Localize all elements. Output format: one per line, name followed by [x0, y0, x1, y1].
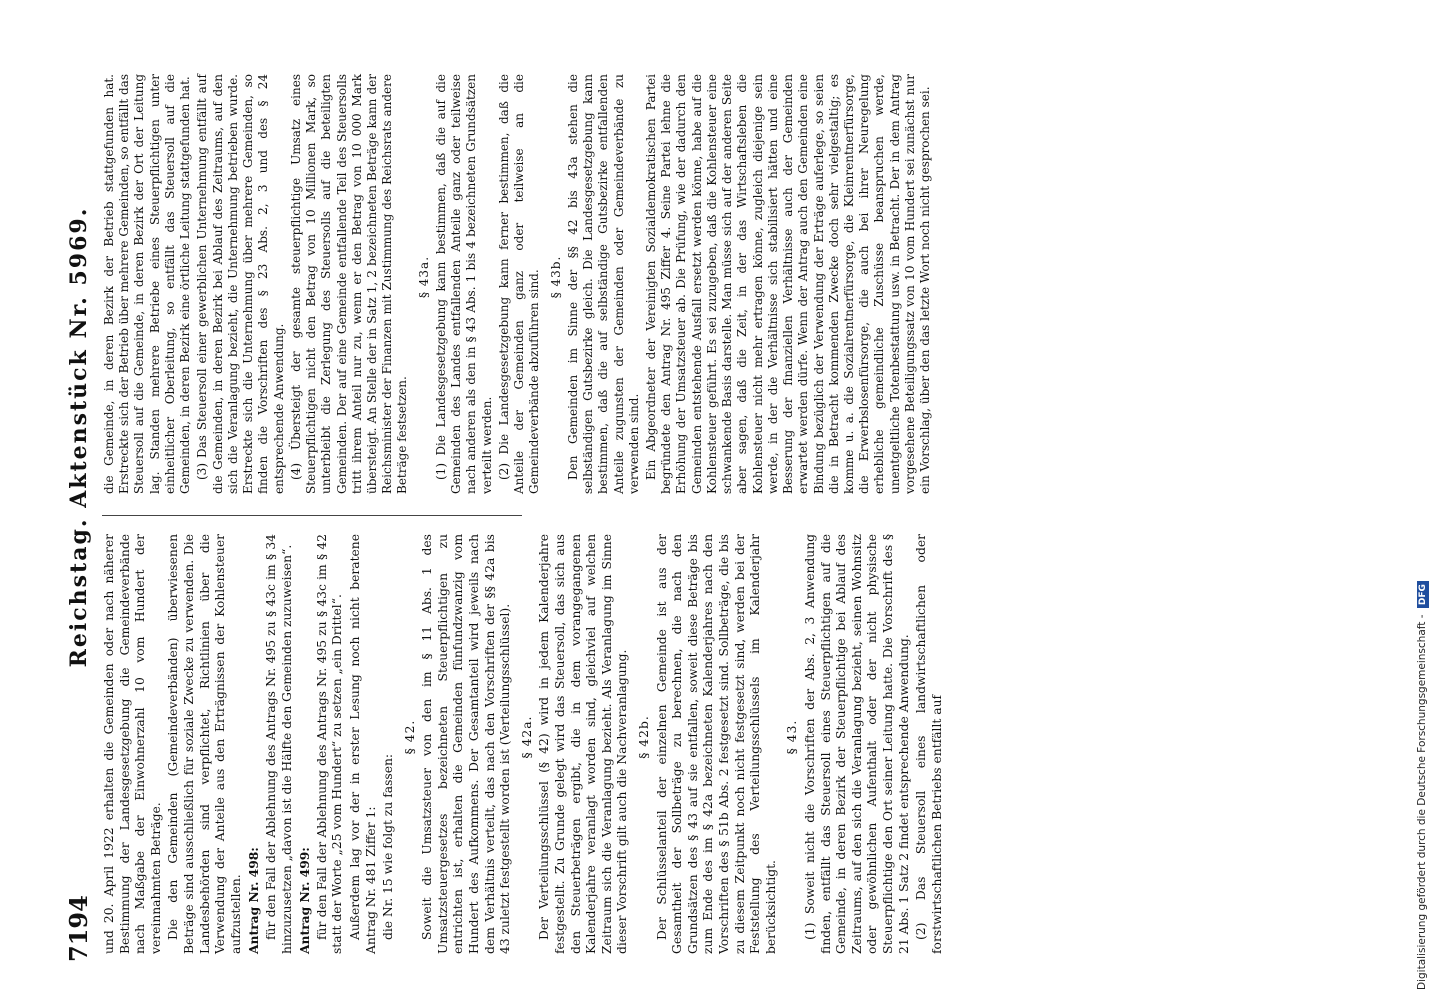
- right-column: [102, 74, 935, 494]
- document-page: [60, 62, 1400, 962]
- page-header: [60, 62, 94, 962]
- paragraph: Antrag Nr. 498:: [246, 847, 262, 954]
- digitization-note-text: Digitalisierung gefördert durch die Deutsche Forschungsgemeinschaft -: [1416, 614, 1428, 990]
- paragraph: die Gemeinde, in deren Bezirk der Betrieb stattgefunden hat. Erstreckte sich der Betrieb über mehrere Gemeinden, so entfällt das Steuersoll auf die Gemeinde, in deren Bezirk der Ort der Leitung lag. Standen mehrere Betriebe eines Steuerpflichtigen unter einheitlicher Oberleitung, so entfällt das Steuersoll auf die Gemeinden, in deren Bezirk eine örtliche Leitung stattgefunden hat.: [102, 74, 193, 494]
- paragraph: Ein Abgeordneter der Vereinigten Sozialdemokratischen Partei begründete den Antrag Nr. 495 Ziffer 4. Seine Partei lehne die Erhöhung der Umsatzsteuer ab. Die Prüfung, wie der dadurch den Gemeinden entstehende Ausfall ersetzt werden könne, habe auf die Kohlensteuer geführt. Es sei zuzugeben, daß die Kohlensteuer eine schwankende Basis darstelle. Man müsse sich auf der anderen Seite aber sagen, daß die Zeit, in der das Wirtschaftsleben die Kohlensteuer nicht mehr ertragen könne, zugleich diejenige sein werde, in der die Verhältnisse sich stabilisiert hätten und eine Besserung der finanziellen Verhältnisse auch der Gemeinden erwartet werden dürfe. Wenn der Antrag auch den Gemeinden eine Bindung bezüglich der Verwendung der Erträge auferlege, so seien die in Betracht kommenden Zwecke doch sehr vielgestaltig; es komme u. a. die Sozialrentnerfürsorge, die Kleinrentnerfürsorge, die Erwerbslosenfürsorge, die auch bei ihrer Neuregelung erhebliche gemeindliche Zuschüsse beanspruchen werde, unentgeltliche Totenbestattung usw. in Betracht. Der in dem Antrag vorgesehene Beteiligungssatz von 10 vom Hundert sei zunächst nur ein Vorschlag, über den das letzte Wort noch nicht gesprochen sei.: [643, 74, 933, 494]
- paragraph: (3) Das Steuersoll einer gewerblichen Unternehmung entfällt auf die Gemeinden, in deren Bezirk bei Ablauf des Zeitraums, auf den sich die Veranlagung bezieht, die Unternehmung betrieben wurde. Erstreckte sich die Unternehmung über mehrere Gemeinden, so finden die Vorschriften des § 23 Abs. 2, 3 und des § 24 entsprechende Anwendung.: [195, 74, 286, 494]
- paragraph: (4) Übersteigt der gesamte steuerpflichtige Umsatz eines Steuerpflichtigen nicht den Betrag von 10 Millionen Mark, so unterbleibt die Zerlegung des Steuersolls auf die beteiligten Gemeinden. Der auf eine Gemeinde entfallende Teil des Steuersolls tritt ihrem Anteil nur zu, wenn er den Betrag von 10 000 Mark übersteigt. An Stelle der in Satz 1, 2 bezeichneten Beträge kann der Reichsminister der Finanzen mit Zustimmung des Reichsrats andere Beträge festsetzen.: [288, 74, 410, 494]
- paragraph: Die den Gemeinden (Gemeindeverbänden) überwiesenen Beträge sind ausschließlich für soziale Zwecke zu verwenden. Die Landesbehörden sind verpflichtet, Richtlinien über die Verwendung der Anteile aus den Erträgnissen der Kohlensteuer aufzustellen.: [166, 534, 243, 954]
- page-title: Reichstag. Aktenstück Nr. 5969.: [66, 206, 92, 668]
- section-heading: § 43b.: [548, 255, 563, 299]
- section-heading: § 42b.: [637, 715, 651, 759]
- paragraph: Der Schlüsselanteil der einzelnen Gemeinde ist aus der Gesamtheit der Sollbeträge zu berechnen, die nach den Grundsätzen des § 43 auf sie entfallen, soweit diese Beträge bis zum Ende des im § 42a bezeichneten Kalenderjahres nach den Vorschriften des § 51b Abs. 2 festgesetzt sind. Sollbeträge, die bis zu diesem Zeitpunkt noch nicht festgesetzt sind, werden bei der Feststellung des Verteilungsschlüssels im Kalenderjahr berücksichtigt.: [654, 534, 778, 954]
- paragraph: (1) Soweit nicht die Vorschriften der Abs. 2, 3 Anwendung finden, entfällt das Steuersoll eines Steuerpflichtigen auf die Gemeinde, in deren Bezirk der Steuerpflichtige bei Ablauf des Zeitraums, auf den sich die Veranlagung bezieht, seinen Wohnsitz oder gewöhnlichen Aufenthalt oder der nicht physische Steuerpflichtige den Ort seiner Leitung hatte. Die Vorschrift des § 21 Abs. 1 Satz 2 findet entsprechende Anwendung.: [802, 534, 911, 954]
- section-heading: § 42.: [402, 719, 417, 755]
- paragraph: Antrag Nr. 499:: [297, 847, 313, 954]
- dfg-logo: DFG: [1417, 581, 1429, 608]
- left-column: [102, 534, 947, 954]
- section-heading: § 43a.: [416, 255, 431, 299]
- page-number: 7194: [64, 895, 93, 962]
- digitization-note: [1416, 581, 1429, 990]
- column-divider: [102, 515, 522, 516]
- paragraph: Den Gemeinden im Sinne der §§ 42 bis 43a stehen die selbständigen Gutsbezirke gleich. Die Landesgesetzgebung kann bestimmen, daß die auf selbständige Gutsbezirke entfallenden Anteile zugunsten der Gemeinden oder Gemeindeverbände zu verwenden sind.: [565, 74, 641, 494]
- paragraph: (2) Die Landesgesetzgebung kann ferner bestimmen, daß die Anteile der Gemeinden ganz oder teilweise an die Gemeindeverbände abzuführen sind.: [496, 74, 542, 494]
- paragraph: Soweit die Umsatzsteuer von den im § 11 Abs. 1 des Umsatzsteuergesetzes bezeichneten Steuerpflichtigen zu entrichten ist, erhalten die Gemeinden fünfundzwanzig vom Hundert des Aufkommens. Der Gesamtanteil wird jeweils nach dem Verhältnis verteilt, das nach den Vorschriften der §§ 42a bis 43 zuletzt festgestellt worden ist (Verteilungsschlüssel).: [420, 534, 513, 954]
- paragraph: und 20. April 1922 erhalten die Gemeinden oder nach näherer Bestimmung der Landesgesetzgebung die Gemeindeverbände nach Maßgabe der Einwohnerzahl 10 vom Hundert der vereinnahmten Beträge.: [102, 534, 163, 954]
- paragraph: die Nr. 15 wie folgt zu fassen:: [381, 753, 396, 940]
- paragraph: für den Fall der Ablehnung des Antrags Nr. 495 zu § 43c im § 34 hinzuzusetzen „davon ist die Hälfte den Gemeinden zuzuweisen“.: [263, 534, 294, 954]
- section-heading: § 43.: [785, 719, 800, 755]
- paragraph: Der Verteilungsschlüssel (§ 42) wird in jedem Kalenderjahre festgestellt. Zu Grunde gelegt wird das Steuersoll, das sich aus den Steuerbeträgen ergibt, die in dem vorangegangenen Kalenderjahre veranlagt worden sind, gleichviel auf welchen Zeitraum sich die Veranlagung bezieht. Als Veranlagung im Sinne dieser Vorschrift gilt auch die Nachveranlagung.: [537, 534, 630, 954]
- paragraph: Außerdem lag vor der in erster Lesung noch nicht beratene Antrag Nr. 481 Ziffer 1:: [347, 534, 378, 954]
- section-heading: § 42a.: [519, 715, 534, 759]
- paragraph: (1) Die Landesgesetzgebung kann bestimmen, daß die auf die Gemeinden des Landes entfallenden Anteile ganz oder teilweise nach anderen als den in § 43 Abs. 1 bis 4 bezeichneten Grundsätzen verteilt werden.: [433, 74, 494, 494]
- paragraph: für den Fall der Ablehnung des Antrags Nr. 495 zu § 43c im § 42 statt der Worte „25 vom Hundert“ zu setzen „ein Drittel“.: [314, 534, 345, 954]
- paragraph: (2) Das Steuersoll eines landwirtschaftlichen oder forstwirtschaftlichen Betriebs entfällt auf: [914, 534, 944, 954]
